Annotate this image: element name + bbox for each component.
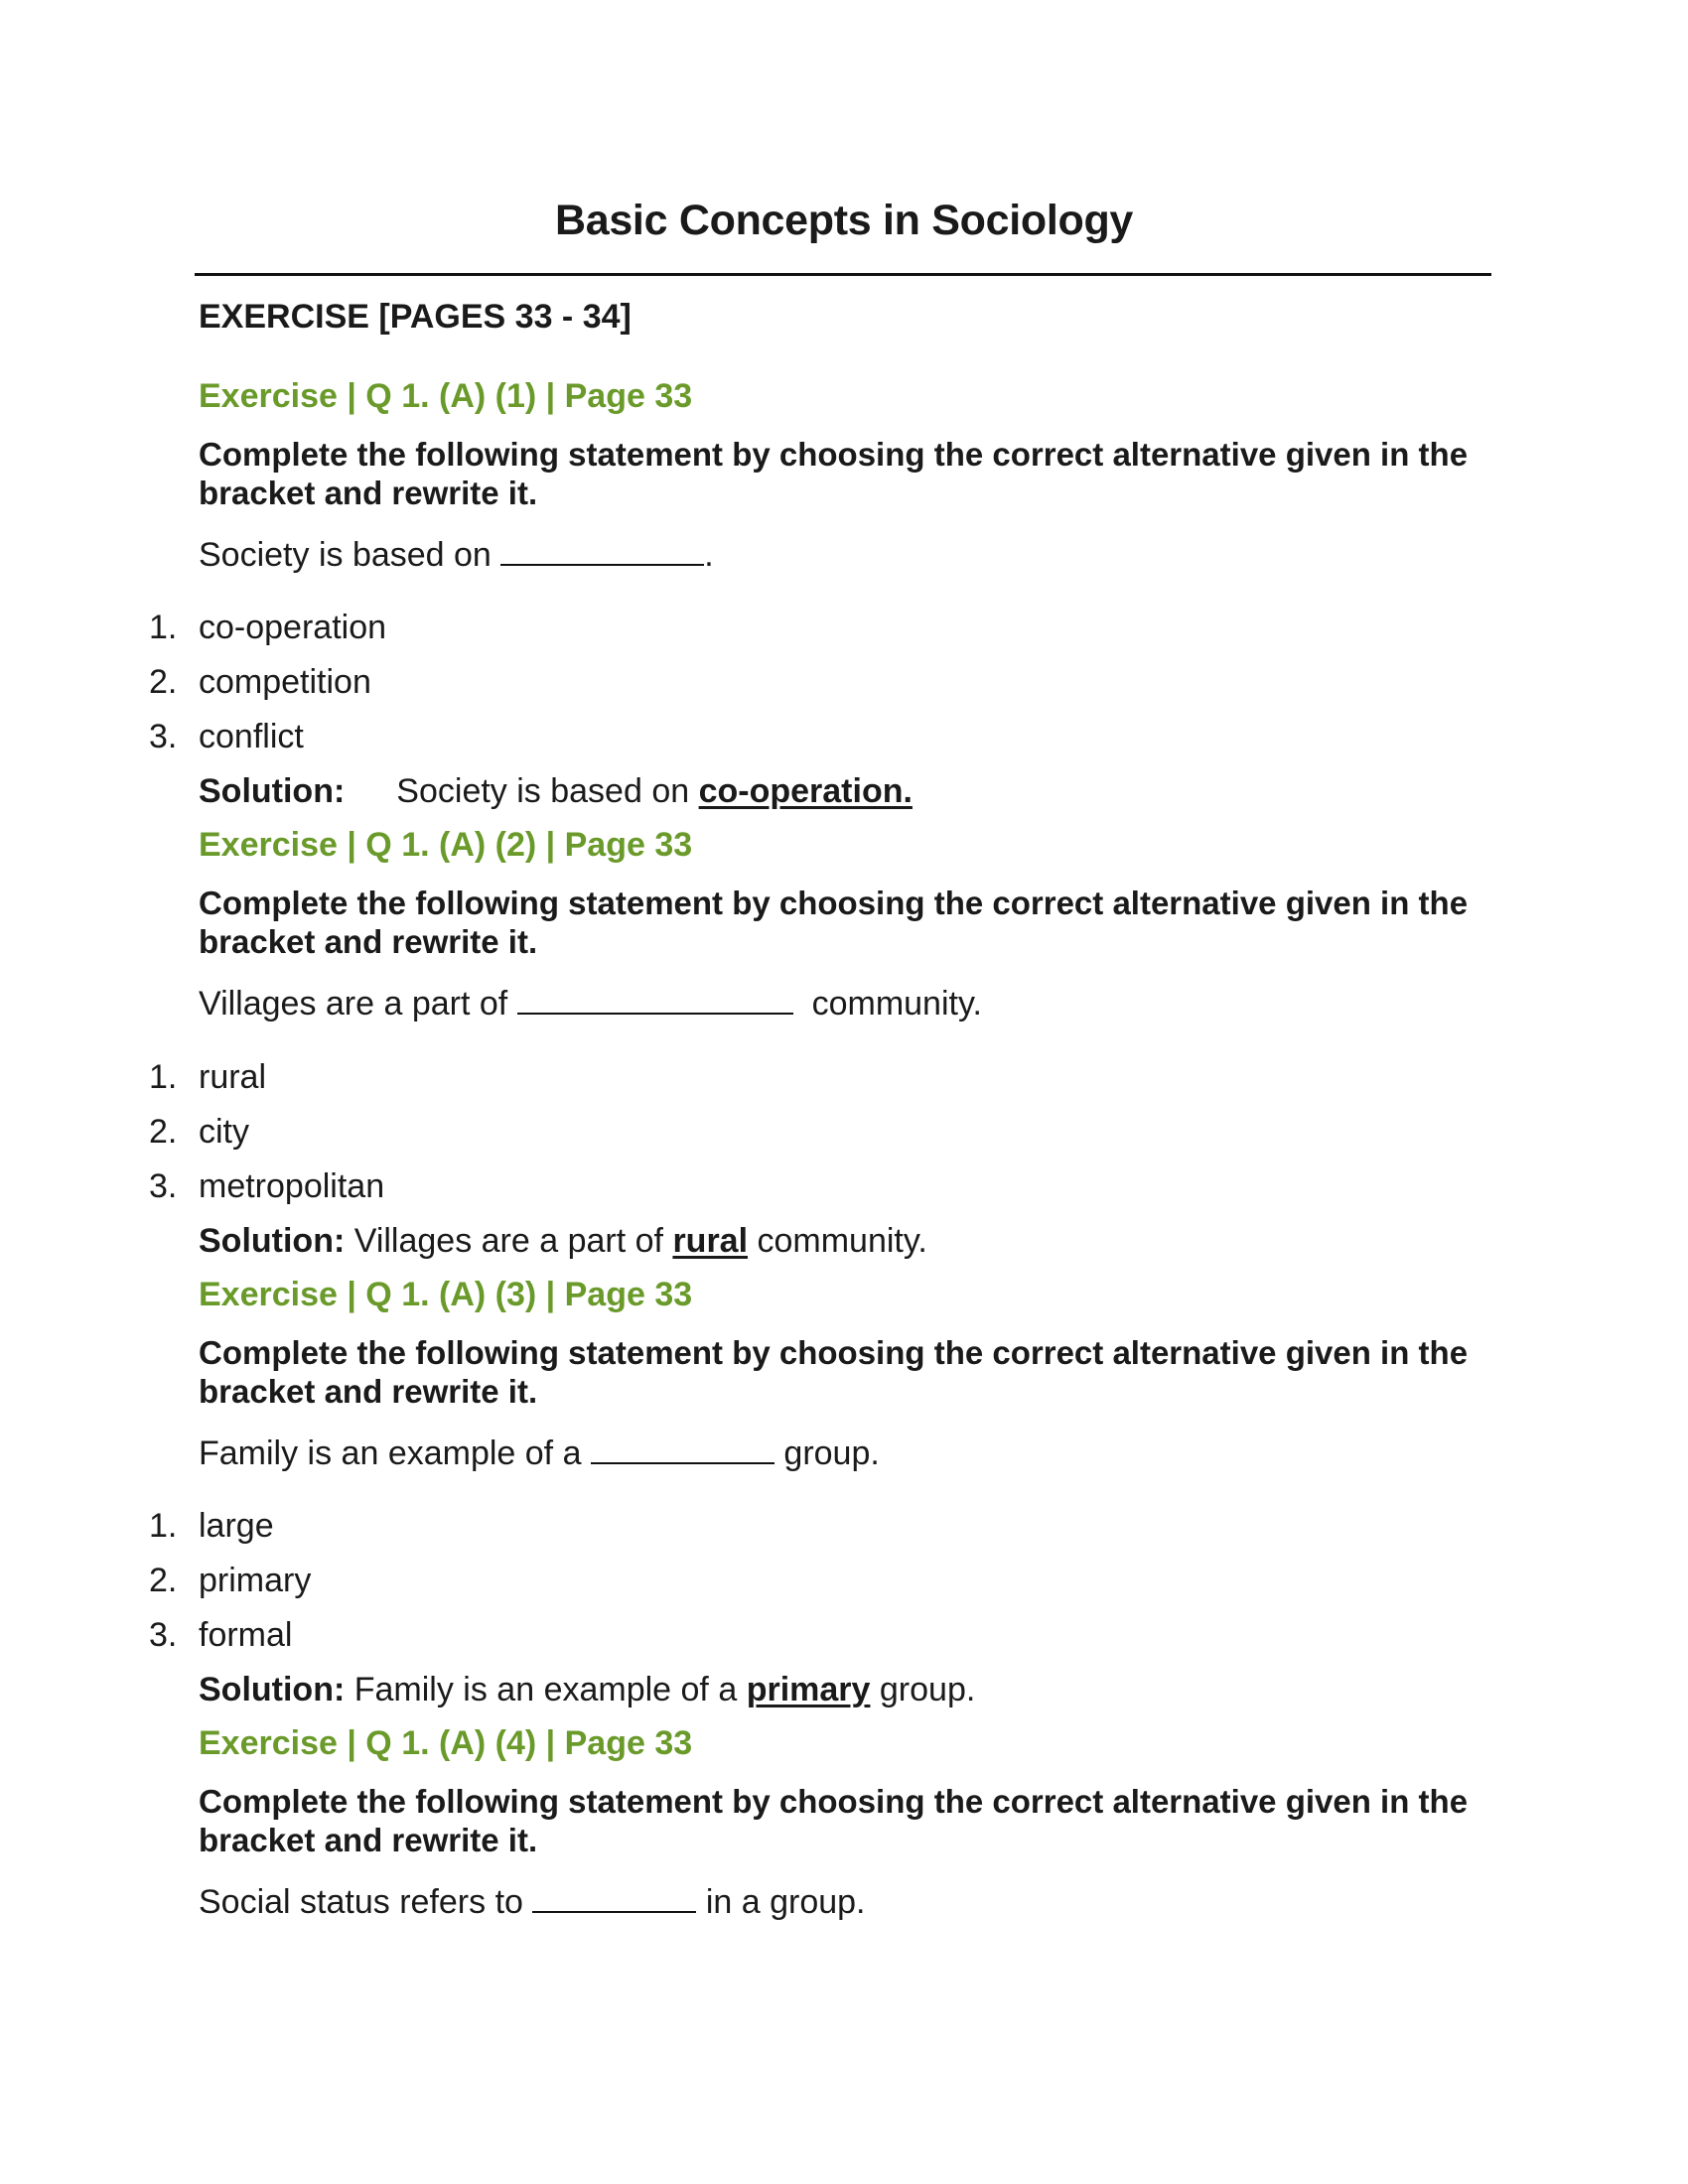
- question-4-instruction: Complete the following statement by choosing the correct alternative given in the bracket and rewrite it.: [199, 1783, 1469, 1858]
- question-2-statement: [199, 983, 982, 1024]
- question-3-solution: [199, 1671, 975, 1709]
- exercise-heading: EXERCISE [PAGES 33 - 34]: [199, 298, 632, 336]
- solution-answer: co-operation.: [698, 772, 913, 810]
- question-2-option-3: 3. metropolitan: [149, 1167, 385, 1205]
- statement-text: Family is an example of a: [199, 1434, 582, 1472]
- solution-text-end: community.: [757, 1222, 927, 1260]
- answer-blank: [500, 534, 704, 566]
- solution-answer: primary: [746, 1671, 871, 1708]
- solution-text: Family is an example of a: [353, 1671, 738, 1708]
- answer-blank: [591, 1433, 774, 1464]
- statement-text: Social status refers to: [199, 1883, 523, 1921]
- statement-text: Society is based on: [199, 536, 492, 574]
- answer-blank: [517, 983, 793, 1015]
- question-2-option-1: 1. rural: [149, 1058, 267, 1096]
- question-1-instruction: Complete the following statement by choosing the correct alternative given in the bracket and rewrite it.: [199, 436, 1469, 511]
- question-3-option-3: 3. formal: [149, 1616, 293, 1654]
- question-3-option-1: 1. large: [149, 1507, 274, 1545]
- question-4-statement: [199, 1881, 866, 1922]
- question-1-solution: [199, 772, 913, 811]
- question-2-option-2: 2. city: [149, 1113, 249, 1151]
- answer-blank: [532, 1881, 696, 1913]
- statement-text-end: in a group.: [705, 1883, 866, 1921]
- question-1-option-1: 1. co-operation: [149, 609, 387, 646]
- statement-text-end: .: [704, 536, 714, 574]
- question-1-statement: [199, 534, 714, 575]
- title-divider: [195, 273, 1491, 276]
- statement-text: Villages are a part of: [199, 985, 508, 1023]
- statement-text-end: community.: [811, 985, 982, 1023]
- solution-text-end: group.: [879, 1671, 976, 1708]
- question-1-option-2: 2. competition: [149, 663, 371, 701]
- solution-label: Solution:: [199, 772, 346, 810]
- question-3-option-2: 2. primary: [149, 1562, 312, 1599]
- solution-label: Solution:: [199, 1671, 346, 1708]
- question-3-instruction: Complete the following statement by choosing the correct alternative given in the bracket and rewrite it.: [199, 1334, 1469, 1410]
- statement-text-end: group.: [783, 1434, 880, 1472]
- solution-text: Villages are a part of: [353, 1222, 663, 1260]
- solution-answer: rural: [672, 1222, 749, 1260]
- question-3-statement: [199, 1433, 880, 1473]
- question-2-instruction: Complete the following statement by choosing the correct alternative given in the bracket and rewrite it.: [199, 885, 1469, 960]
- solution-text: Society is based on: [396, 772, 690, 810]
- question-1-ref: Exercise | Q 1. (A) (1) | Page 33: [199, 377, 693, 415]
- page-title: Basic Concepts in Sociology: [554, 197, 1134, 244]
- question-2-solution: [199, 1222, 927, 1261]
- question-4-ref: Exercise | Q 1. (A) (4) | Page 33: [199, 1724, 693, 1762]
- question-2-ref: Exercise | Q 1. (A) (2) | Page 33: [199, 826, 693, 864]
- question-3-ref: Exercise | Q 1. (A) (3) | Page 33: [199, 1276, 693, 1313]
- question-1-option-3: 3. conflict: [149, 718, 304, 755]
- solution-label: Solution:: [199, 1222, 346, 1260]
